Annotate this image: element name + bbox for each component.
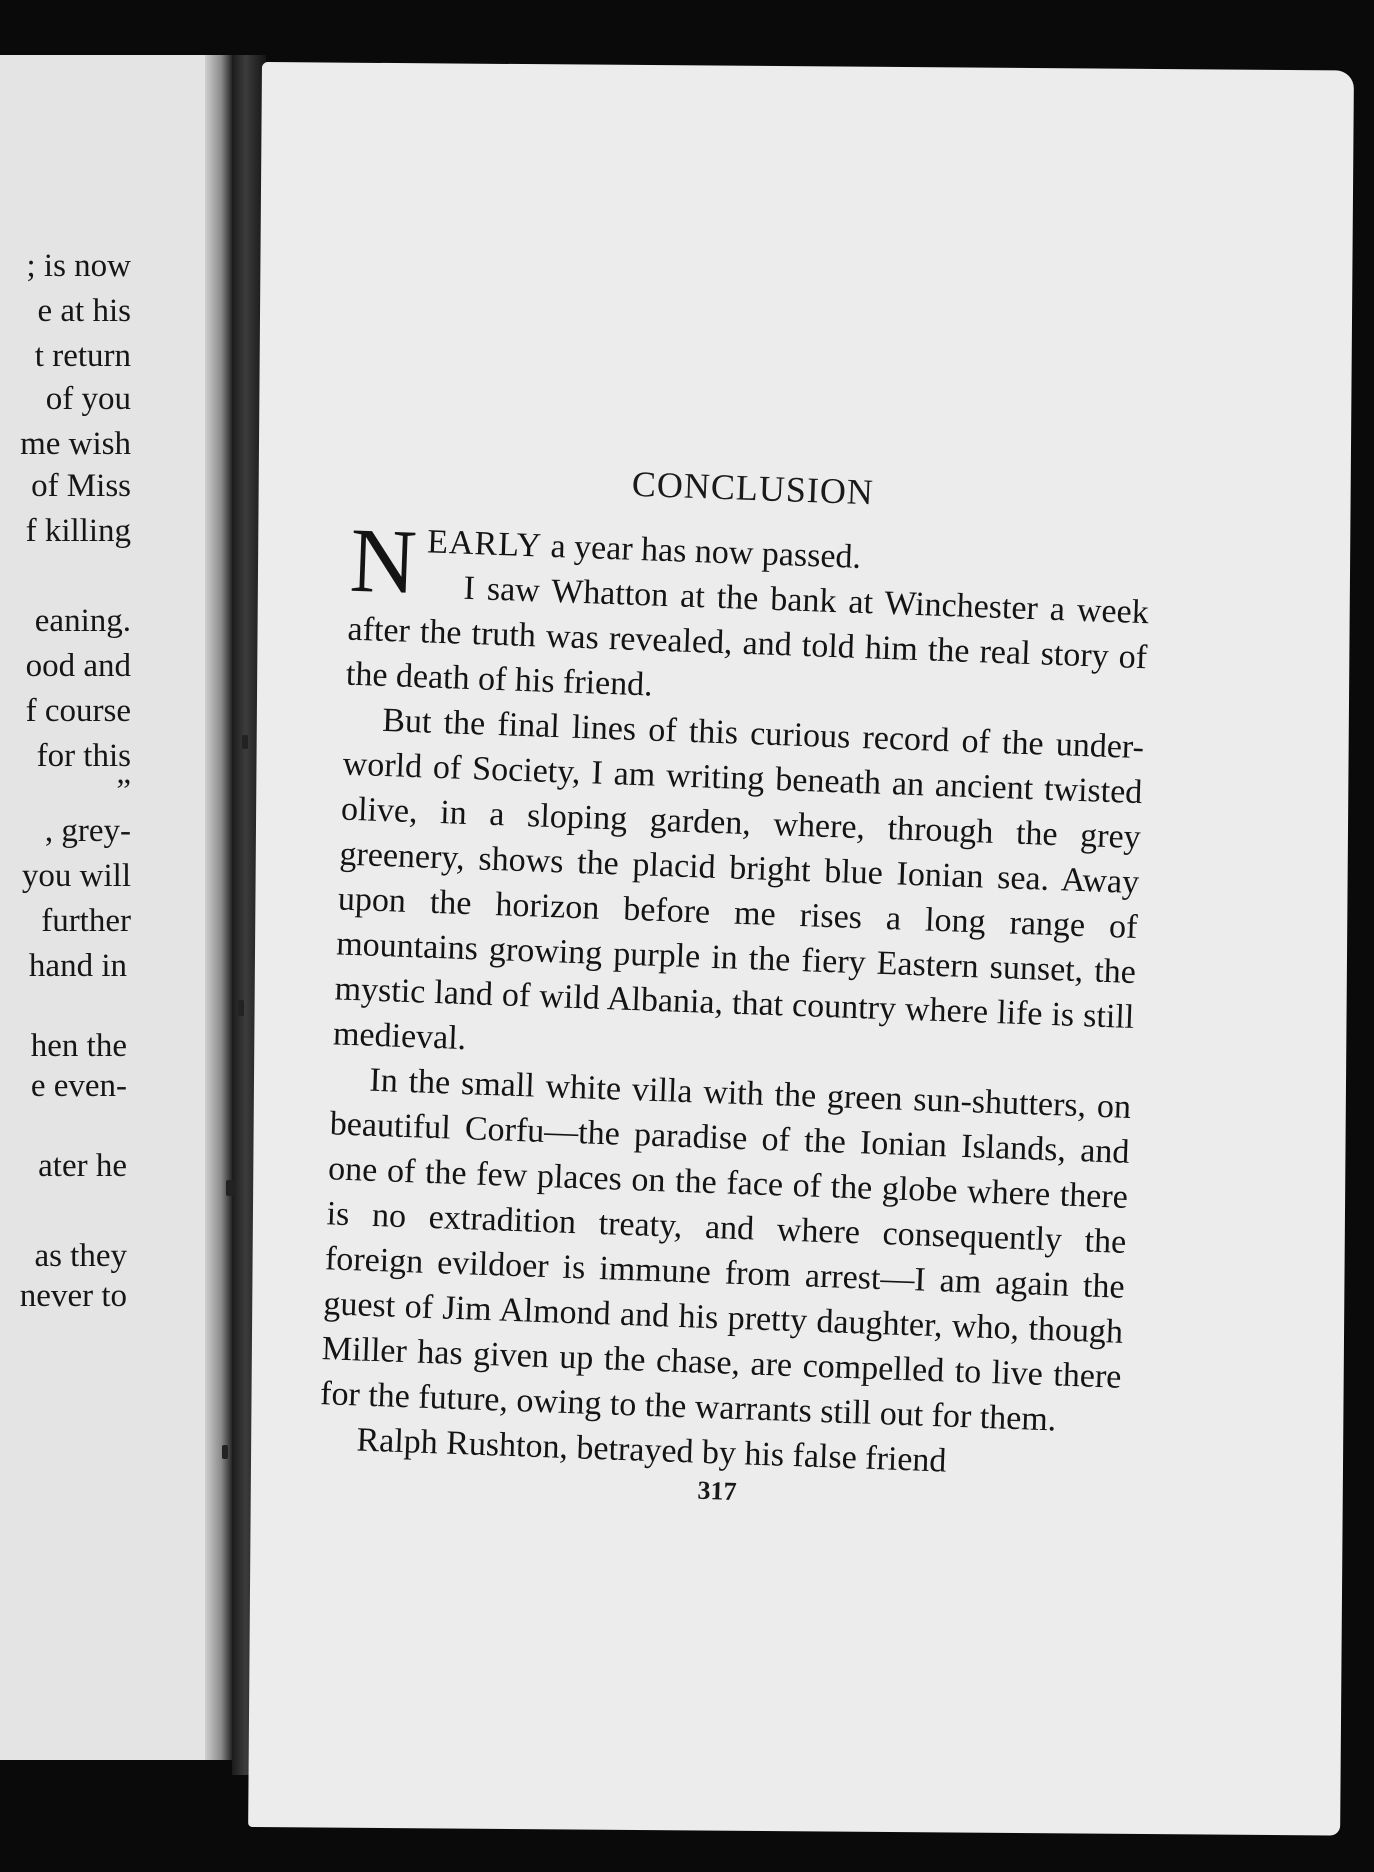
left-page-line: never to [19, 1278, 127, 1314]
drop-cap: N [348, 508, 419, 614]
scan-speck [222, 1445, 228, 1459]
left-page-line: me wish [20, 426, 131, 462]
page-edge-shadow [205, 55, 232, 1760]
opening-word: EARLY [426, 523, 543, 565]
paragraph: But the final lines of this curious record of the under-world of Society, I am writing beneath an ancient twisted olive, in a sloping garden, where, through the grey greenery, shows the placid bright blue Ionian sea. Away upon the horizon before me rises a long range of mountains growing purple in the fiery Eastern sunset, the mystic land of wild Albania, that country where life is still medieval. [332, 701, 1145, 1058]
page-number: 317 [697, 1475, 738, 1507]
left-page-line: f killing [25, 513, 131, 549]
paragraph: Ralph Rushton, betrayed by his false friend [355, 1421, 948, 1480]
left-page-line: t return [34, 338, 131, 374]
chapter-title: CONCLUSION [631, 463, 875, 513]
left-page-line: hen the [30, 1028, 127, 1064]
scan-speck [242, 735, 248, 749]
paragraph: In the small white villa with the green sun-shutters, on beautiful Corfu—the paradise of the Ionian Islands, and one of the few places on the face of the globe where there is no extradition treaty, and where consequently the foreign evildoer is immune from arrest—I am again the guest of Jim Almond and his pretty daughter, who, though Miller has given up the chase, are compelled to live there for the future, owing to the warrants still out for them. [319, 1061, 1132, 1439]
left-page-line: ; is now [26, 248, 131, 284]
right-page [248, 62, 1354, 1836]
left-page-line: e even- [30, 1068, 127, 1104]
left-page-line: f course [25, 693, 131, 729]
scan-speck [226, 1180, 234, 1196]
left-page-line: e at his [37, 293, 131, 329]
paragraph: I saw Whatton at the bank at Winchester a week after the truth was revealed, and told him the real story of the death of his friend. [345, 569, 1150, 704]
left-page-line: you will [21, 858, 131, 894]
opening-sentence: a year has now passed. [541, 527, 862, 576]
left-page-line: further [41, 903, 131, 939]
left-page-line: as they [34, 1238, 127, 1274]
left-page-line: of you [45, 381, 131, 417]
left-page-line: ” [116, 773, 131, 809]
left-page-line: , grey- [44, 813, 131, 849]
left-page-line: ater he [38, 1148, 127, 1184]
left-page-line: for this [36, 738, 131, 774]
left-page [0, 55, 205, 1760]
left-page-line: of Miss [31, 468, 131, 504]
left-page-line: eaning. [34, 603, 131, 639]
left-page-line: hand in [28, 948, 127, 984]
page-text-block [318, 453, 1154, 1507]
scan-speck [238, 1000, 244, 1016]
left-page-line: ood and [25, 648, 131, 684]
